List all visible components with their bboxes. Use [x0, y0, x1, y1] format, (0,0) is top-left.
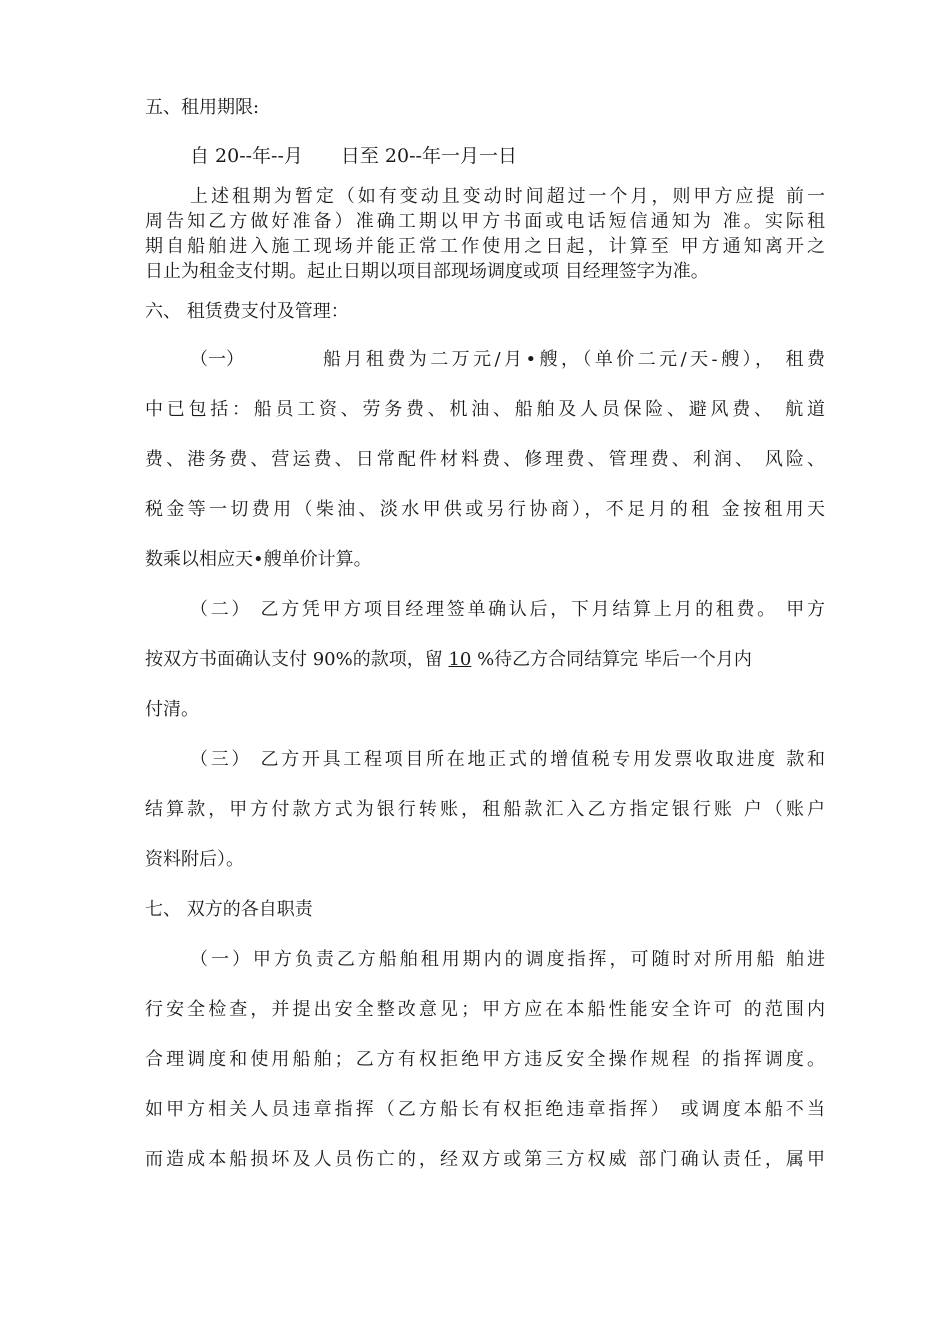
section-6-item-2-text-pre: 按双方书面确认支付 90%的款项，留 — [145, 649, 449, 670]
section-7-item-1-line-2: 行安全检查，并提出安全整改意见；甲方应在本船性能安全许可 的范围内 — [145, 999, 825, 1020]
rental-period: 自 20--年--月 日至 20--年一月一日 — [190, 145, 517, 167]
section-5-para-line-1: 上述租期为暂定（如有变动且变动时间超过一个月，则甲方应提 前一 — [190, 186, 825, 207]
section-7-item-1-line-3: 合理调度和使用船舶；乙方有权拒绝甲方违反安全操作规程 的指挥调度。 — [145, 1049, 825, 1070]
section-7-heading: 七、 双方的各自职责 — [145, 899, 313, 920]
section-5-para-line-4: 日止为租金支付期。起止日期以项目部现场调度或项 目经理签字为准。 — [145, 261, 709, 282]
section-6-item-3-line-1: （三） 乙方开具工程项目所在地正式的增值税专用发票收取进度 款和 — [190, 749, 825, 770]
section-6-item-1-line-1: 船月租费为二万元/月•艘，（单价二元/天-艘）， 租费 — [323, 349, 825, 370]
section-6-item-2-text-post: %待乙方合同结算完 毕后一个月内 — [471, 649, 752, 670]
section-6-item-3-line-2: 结算款，甲方付款方式为银行转账，租船款汇入乙方指定银行账 户（账户 — [145, 799, 825, 820]
section-6-item-2-line-3: 付清。 — [145, 699, 199, 720]
section-6-item-3-line-3: 资料附后）。 — [145, 849, 244, 870]
section-5-heading: 五、租用期限: — [145, 97, 260, 118]
section-6-item-1-line-5: 数乘以相应天•艘单价计算。 — [145, 549, 372, 570]
section-6-item-2-line-2 — [145, 649, 825, 671]
section-7-item-1-line-5: 而造成本船损坏及人员伤亡的，经双方或第三方权威 部门确认责任，属甲 — [145, 1149, 825, 1170]
section-7-item-1-line-1: （一）甲方负责乙方船舶租用期内的调度指挥，可随时对所用船 舶进 — [190, 949, 825, 970]
section-6-item-1-line-4: 税金等一切费用（柴油、淡水甲供或另行协商），不足月的租 金按租用天 — [145, 499, 825, 520]
section-5-para-line-2: 周告知乙方做好准备）准确工期以甲方书面或电话短信通知为 准。实际租 — [145, 211, 825, 232]
section-6-item-1-number: （一） — [190, 349, 244, 370]
section-5-para-line-3: 期自船舶进入施工现场并能正常工作使用之日起，计算至 甲方通知离开之 — [145, 236, 825, 257]
retention-percent: 10 — [448, 649, 472, 670]
section-7-item-1-line-4: 如甲方相关人员违章指挥（乙方船长有权拒绝违章指挥） 或调度本船不当 — [145, 1099, 825, 1120]
section-6-item-1-line-3: 费、港务费、营运费、日常配件材料费、修理费、管理费、利润、 风险、 — [145, 449, 825, 470]
section-6-item-1-line-2: 中已包括：船员工资、劳务费、机油、船舶及人员保险、避风费、 航道 — [145, 399, 825, 420]
section-6-heading: 六、 租赁费支付及管理： — [145, 301, 349, 322]
section-6-item-2-line-1: （二） 乙方凭甲方项目经理签单确认后，下月结算上月的租费。 甲方 — [190, 599, 825, 620]
